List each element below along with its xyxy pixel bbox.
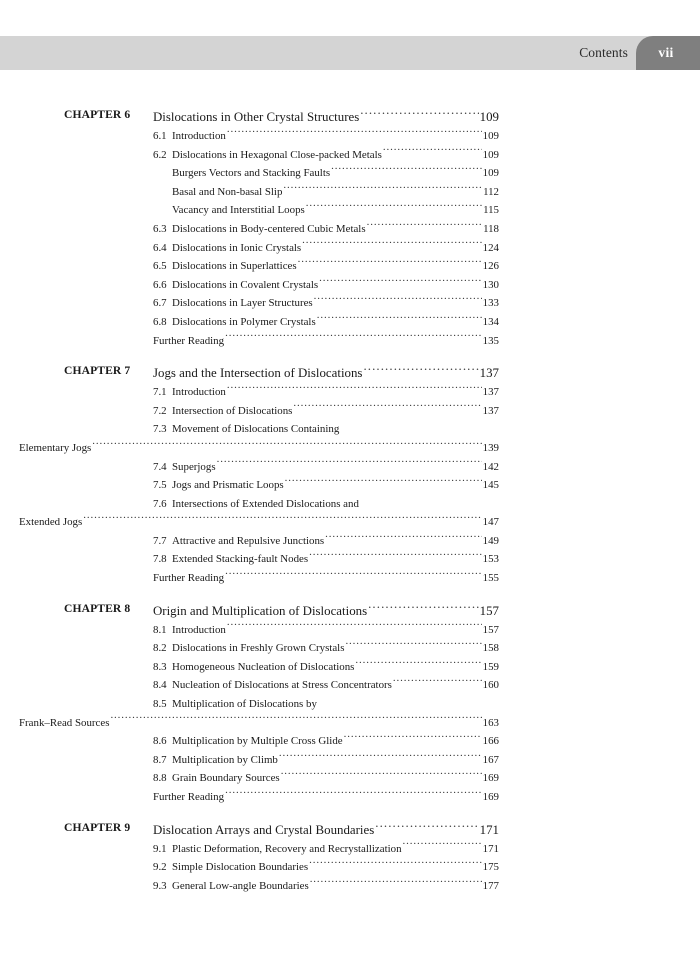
dot-leader	[293, 403, 481, 414]
section-page-number: 126	[482, 260, 499, 273]
toc-entry-section[interactable]	[153, 458, 499, 477]
toc-entry-section[interactable]	[153, 383, 499, 402]
section-number: 6.3	[153, 222, 167, 235]
section-title: Dislocations in Covalent Crystals	[172, 278, 319, 291]
further-reading-label: Further Reading	[153, 572, 225, 585]
chapter-title-entry[interactable]	[153, 821, 499, 840]
dot-leader	[225, 570, 482, 581]
toc-entry-section[interactable]	[153, 769, 499, 788]
section-number: 9.2	[153, 861, 167, 874]
page-number: vii	[658, 45, 674, 60]
subsection-page-number: 112	[483, 185, 499, 198]
dot-leader	[393, 678, 482, 689]
section-title: Nucleation of Dislocations at Stress Concentrators	[172, 679, 392, 692]
section-number: 7.7	[153, 534, 167, 547]
section-page-number: 177	[482, 879, 499, 892]
section-number: 8.7	[153, 753, 167, 766]
section-title: Jogs and Prismatic Loops	[172, 479, 284, 492]
section-page-number: 149	[482, 534, 499, 547]
toc-entry-section[interactable]	[153, 476, 499, 495]
chapter-title-entry[interactable]	[153, 108, 499, 127]
section-number: 8.3	[153, 660, 167, 673]
dot-leader	[306, 202, 482, 213]
dot-leader	[375, 821, 478, 834]
chapter-block	[0, 364, 700, 588]
dot-leader	[345, 640, 481, 651]
toc-entry-further-reading[interactable]	[153, 569, 499, 588]
section-number: 7.2	[153, 404, 167, 417]
section-number: 8.2	[153, 642, 167, 655]
dot-leader	[298, 258, 482, 269]
further-reading-label: Further Reading	[153, 791, 225, 803]
section-page-number: 175	[482, 861, 499, 874]
section-page-number: 160	[482, 679, 499, 692]
chapter-title-entry[interactable]	[153, 364, 499, 383]
section-number: 8.5	[153, 698, 167, 711]
toc-entry-section-line2[interactable]	[19, 439, 499, 458]
toc-entry-section[interactable]	[153, 313, 499, 332]
section-number: 8.1	[153, 623, 167, 636]
toc-entry-section[interactable]	[153, 858, 499, 877]
dot-leader	[344, 733, 482, 744]
toc-entry-section[interactable]	[153, 877, 499, 896]
dot-leader	[285, 477, 482, 488]
subsection-page-number: 115	[483, 204, 499, 217]
toc-entry-section[interactable]	[153, 146, 499, 165]
toc-entry-subsection[interactable]	[172, 164, 499, 183]
section-number: 9.3	[153, 879, 167, 892]
chapter-block	[0, 821, 700, 896]
dot-leader	[319, 277, 482, 288]
dot-leader	[302, 240, 481, 251]
section-title: Introduction	[172, 386, 226, 399]
toc-entry-section-line2[interactable]	[19, 714, 499, 733]
section-title-continued: Extended Jogs	[19, 516, 83, 529]
toc-entry-section[interactable]	[153, 550, 499, 569]
toc-entry-section[interactable]	[153, 732, 499, 751]
section-page-number: 109	[482, 130, 499, 142]
dot-leader	[309, 552, 482, 563]
chapter-label: CHAPTER 9	[64, 820, 131, 834]
section-title: Grain Boundary Sources	[172, 772, 280, 785]
section-title: Multiplication of Dislocations by	[172, 698, 317, 711]
toc-entry-subsection[interactable]	[172, 201, 499, 220]
chapter-block	[0, 108, 700, 350]
subsection-title: Basal and Non-basal Slip	[172, 185, 283, 198]
section-page-number: 158	[482, 642, 499, 655]
folio-tab	[636, 36, 700, 70]
section-number: 8.4	[153, 679, 167, 692]
chapter-title: Origin and Multiplication of Dislocations	[153, 603, 368, 618]
section-number: 7.4	[153, 460, 167, 473]
section-page-number: 134	[482, 315, 499, 328]
subsection-title: Vacancy and Interstitial Loops	[172, 204, 305, 217]
section-number: 6.5	[153, 260, 167, 273]
section-title: Dislocations in Body-centered Cubic Metals	[172, 222, 366, 235]
section-title: Simple Dislocation Boundaries	[172, 861, 309, 874]
section-number: 6.4	[153, 241, 167, 254]
section-number: 7.8	[153, 553, 167, 566]
toc-entry-subsection[interactable]	[172, 183, 499, 202]
toc-entry-section[interactable]	[153, 840, 499, 859]
section-title: Introduction	[172, 623, 226, 636]
dot-leader	[283, 184, 482, 195]
section-title: Dislocations in Hexagonal Close-packed Metals	[172, 148, 382, 161]
chapter-label: CHAPTER 8	[64, 601, 131, 615]
dot-leader	[331, 165, 482, 176]
section-page-number: 167	[482, 753, 499, 766]
toc-entry-section[interactable]	[153, 127, 499, 146]
section-page-number: 163	[482, 716, 499, 729]
dot-leader	[279, 752, 482, 763]
toc-entry-section[interactable]	[153, 676, 499, 695]
section-page-number: 157	[482, 623, 499, 636]
section-page-number: 166	[482, 735, 499, 748]
section-title: Introduction	[172, 130, 226, 142]
chapter-label: CHAPTER 7	[64, 364, 131, 378]
chapter-page-number: 157	[479, 603, 499, 618]
dot-leader	[325, 533, 482, 544]
dot-leader	[360, 108, 478, 121]
section-page-number: 153	[482, 553, 499, 566]
dot-leader	[225, 333, 482, 344]
section-number: 7.3	[153, 423, 167, 436]
section-number: 6.8	[153, 315, 167, 328]
dot-leader	[317, 314, 482, 325]
toc-entry-section-line1[interactable]	[153, 420, 499, 439]
table-of-contents	[0, 108, 700, 895]
further-reading-page-number: 169	[482, 791, 499, 803]
chapter-title-entry[interactable]	[153, 602, 499, 621]
dot-leader	[355, 659, 481, 670]
section-title: General Low-angle Boundaries	[172, 879, 309, 892]
section-number: 6.7	[153, 297, 167, 310]
section-page-number: 137	[482, 386, 499, 399]
section-number: 6.2	[153, 148, 167, 161]
chapter-page-number: 171	[479, 822, 499, 837]
dot-leader	[383, 147, 482, 158]
running-header	[0, 36, 700, 70]
dot-leader	[227, 622, 482, 633]
chapter-page-number: 137	[479, 366, 499, 381]
dot-leader	[110, 715, 481, 726]
toc-entry-section[interactable]	[153, 751, 499, 770]
toc-entry-section[interactable]	[153, 239, 499, 258]
toc-entry-section[interactable]	[153, 257, 499, 276]
toc-entry-further-reading[interactable]	[153, 788, 499, 807]
toc-entry-section-line2[interactable]	[19, 513, 499, 532]
subsection-title: Burgers Vectors and Stacking Faults	[172, 167, 331, 180]
further-reading-page-number: 155	[482, 572, 499, 585]
dot-leader	[281, 771, 482, 782]
dot-leader	[83, 514, 481, 525]
section-page-number: 139	[482, 441, 499, 454]
dot-leader	[227, 384, 482, 395]
dot-leader	[225, 789, 482, 800]
subsection-page-number: 109	[482, 167, 499, 180]
dot-leader	[363, 364, 478, 377]
further-reading-label: Further Reading	[153, 334, 225, 347]
section-title-continued: Frank–Read Sources	[19, 716, 110, 729]
section-number: 7.1	[153, 386, 167, 399]
toc-entry-section[interactable]	[153, 402, 499, 421]
section-title-continued: Elementary Jogs	[19, 441, 92, 454]
section-page-number: 145	[482, 479, 499, 492]
section-title: Dislocations in Superlattices	[172, 260, 297, 273]
section-page-number: 130	[482, 278, 499, 291]
section-page-number: 159	[482, 660, 499, 673]
dot-leader	[314, 295, 482, 306]
dot-leader	[403, 841, 482, 852]
section-title: Intersections of Extended Dislocations and	[172, 497, 359, 510]
section-page-number: 133	[482, 297, 499, 310]
section-number: 9.1	[153, 842, 167, 855]
section-title: Dislocations in Freshly Grown Crystals	[172, 642, 345, 655]
dot-leader	[310, 878, 482, 889]
section-title: Attractive and Repulsive Junctions	[172, 534, 325, 547]
section-number: 7.5	[153, 479, 167, 492]
chapter-block	[0, 602, 700, 807]
dot-leader	[92, 440, 481, 451]
section-page-number: 169	[482, 772, 499, 785]
section-page-number: 171	[482, 842, 499, 855]
section-title: Dislocations in Ionic Crystals	[172, 241, 302, 254]
section-page-number: 124	[482, 241, 499, 254]
toc-entry-section[interactable]	[153, 639, 499, 658]
header-title: Contents	[579, 45, 628, 60]
section-page-number: 142	[482, 460, 499, 473]
section-page-number: 118	[483, 222, 499, 235]
section-title: Multiplication by Climb	[172, 753, 278, 766]
section-title: Dislocations in Layer Structures	[172, 297, 313, 310]
toc-entry-further-reading[interactable]	[153, 332, 499, 351]
section-title: Multiplication by Multiple Cross Glide	[172, 735, 343, 748]
toc-entry-section[interactable]	[153, 220, 499, 239]
section-title: Movement of Dislocations Containing	[172, 423, 340, 436]
dot-leader	[309, 859, 482, 870]
section-page-number: 147	[482, 516, 499, 529]
chapter-page-number: 109	[479, 110, 499, 124]
toc-entry-section[interactable]	[153, 532, 499, 551]
dot-leader	[227, 128, 482, 139]
section-title: Intersection of Dislocations	[172, 404, 293, 417]
section-number: 8.6	[153, 735, 167, 748]
section-title: Dislocations in Polymer Crystals	[172, 315, 316, 328]
section-page-number: 137	[482, 404, 499, 417]
chapter-title: Dislocation Arrays and Crystal Boundaries	[153, 822, 375, 837]
toc-entry-section[interactable]	[153, 276, 499, 295]
chapter-title: Dislocations in Other Crystal Structures	[153, 110, 360, 124]
chapter-title: Jogs and the Intersection of Dislocations	[153, 366, 363, 381]
further-reading-page-number: 135	[482, 334, 499, 347]
section-page-number: 109	[482, 148, 499, 161]
dot-leader	[217, 459, 482, 470]
dot-leader	[368, 602, 479, 615]
section-number: 6.6	[153, 278, 167, 291]
chapter-label: CHAPTER 6	[64, 108, 131, 121]
toc-entry-section-line1[interactable]	[153, 695, 499, 714]
toc-entry-section[interactable]	[153, 658, 499, 677]
section-number: 6.1	[153, 130, 167, 142]
section-title: Plastic Deformation, Recovery and Recrystallization	[172, 842, 402, 855]
section-number: 8.8	[153, 772, 167, 785]
toc-entry-section[interactable]	[153, 621, 499, 640]
section-title: Homogeneous Nucleation of Dislocations	[172, 660, 355, 673]
toc-entry-section-line1[interactable]	[153, 495, 499, 514]
section-title: Extended Stacking-fault Nodes	[172, 553, 309, 566]
toc-entry-section[interactable]	[153, 294, 499, 313]
dot-leader	[367, 221, 482, 232]
section-number: 7.6	[153, 497, 167, 510]
section-title: Superjogs	[172, 460, 216, 473]
